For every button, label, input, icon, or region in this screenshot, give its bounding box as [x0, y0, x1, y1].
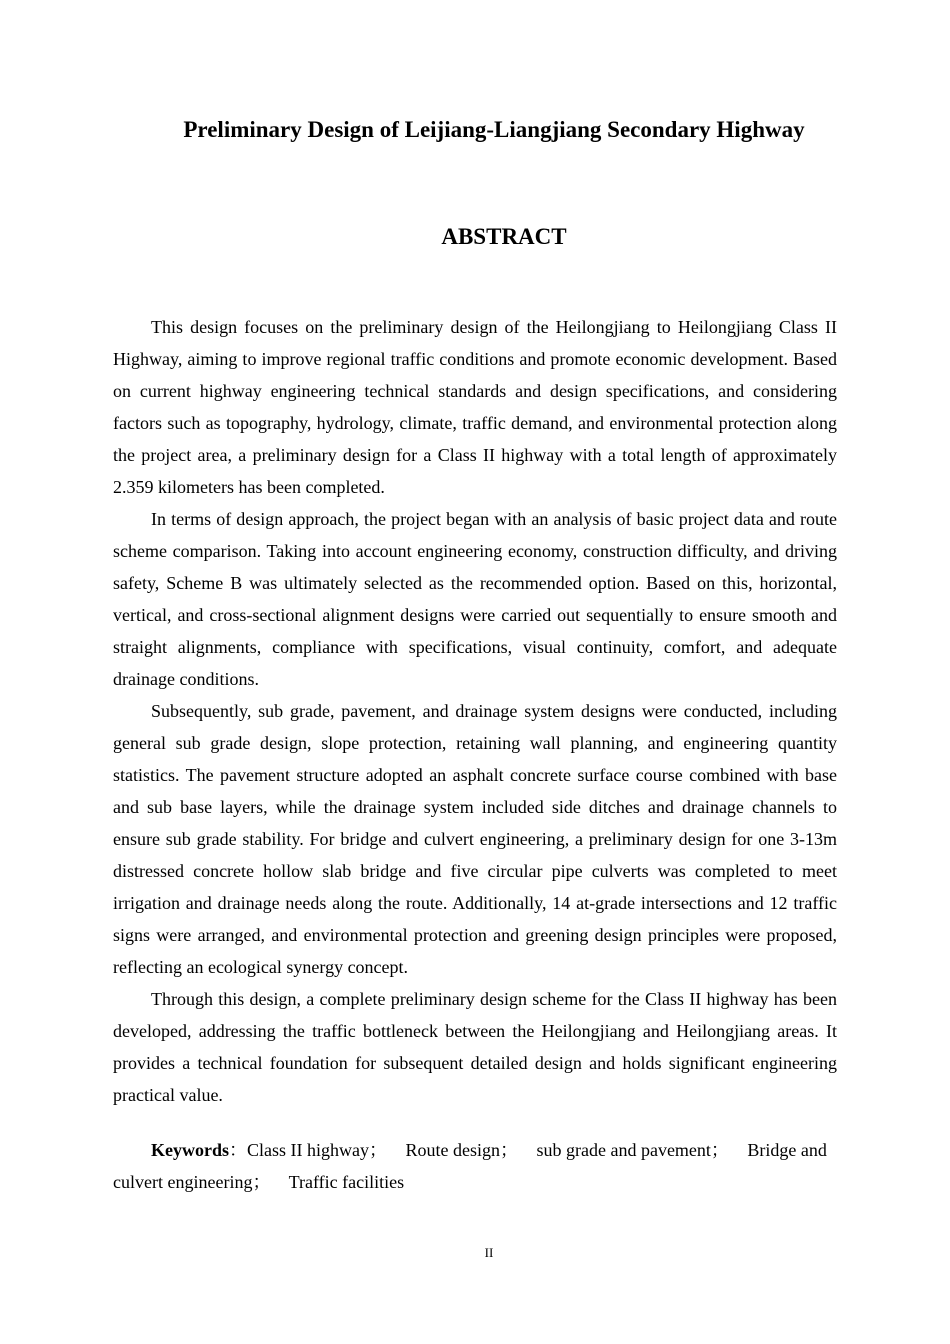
abstract-body [113, 311, 837, 1111]
keywords-colon: ： [229, 1140, 247, 1160]
keyword-item: Bridge and culvert engineering； [113, 1140, 827, 1192]
keyword-item: Route design； [405, 1140, 518, 1160]
abstract-paragraph: Through this design, a complete preliminary design scheme for the Class II highway has been developed, addressing the traffic bottleneck between the Heilongjiang and Heilongjiang areas. It provides a technical foundation for subsequent detailed design and holds significant engineering practical value. [113, 989, 837, 1105]
keywords-line [113, 1134, 837, 1198]
keyword-item: Traffic facilities [288, 1172, 405, 1192]
keyword-item: Class II highway； [247, 1140, 387, 1160]
abstract-paragraph: Subsequently, sub grade, pavement, and drainage system designs were conducted, including general sub grade design, slope protection, retaining wall planning, and engineering quantity statistics. The pavement structure adopted an asphalt concrete surface course combined with base and sub base layers, while the drainage system included side ditches and drainage channels to ensure sub grade stability. For bridge and culvert engineering, a preliminary design for one 3-13m distressed concrete hollow slab bridge and five circular pipe culverts was completed to meet irrigation and drainage needs along the route. Additionally, 14 at-grade intersections and 12 traffic signs were arranged, and environmental protection and greening design principles were proposed, reflecting an ecological synergy concept. [113, 701, 837, 977]
abstract-paragraph: In terms of design approach, the project began with an analysis of basic project data and route scheme comparison. Taking into account engineering economy, construction difficulty, and driving safety, Scheme B was ultimately selected as the recommended option. Based on this, horizontal, vertical, and cross-sectional alignment designs were carried out sequentially to ensure smooth and straight alignments, compliance with specifications, visual continuity, comfort, and adequate drainage conditions. [113, 509, 837, 689]
abstract-paragraph: This design focuses on the preliminary design of the Heilongjiang to Heilongjiang Class II Highway, aiming to improve regional traffic conditions and promote economic development. Based on current highway engineering technical standards and design specifications, and considering factors such as topography, hydrology, climate, traffic demand, and environmental protection along the project area, a preliminary design for a Class II highway with a total length of approximately 2.359 kilometers has been completed. [113, 317, 837, 497]
keyword-item: sub grade and pavement； [536, 1140, 729, 1160]
page-number: II [484, 1245, 494, 1260]
document-title: Preliminary Design of Leijiang-Liangjiang Secondary Highway [183, 117, 805, 142]
abstract-heading: ABSTRACT [441, 224, 567, 249]
keywords-label: Keywords [151, 1140, 229, 1160]
